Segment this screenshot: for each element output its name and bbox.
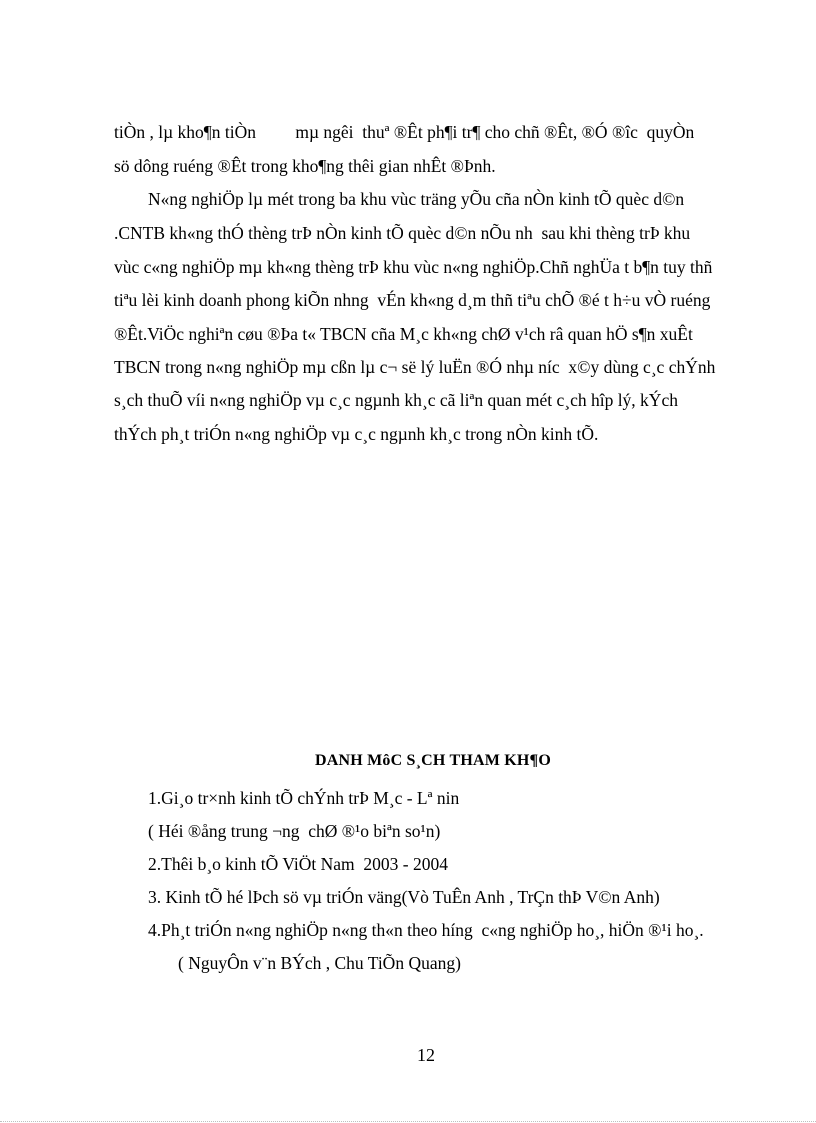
paragraph-line: N«ng nghiÖp lµ mét trong ba khu vùc träng yÕu cña nÒn kinh tÕ quèc d©n bbox=[148, 189, 685, 209]
reference-item: 3. Kinh tÕ hé lÞch sö vµ triÓn väng(Vò TuÊn Anh , TrÇn thÞ V©n Anh) bbox=[148, 887, 660, 907]
reference-item: 2.Thêi b¸o kinh tÕ ViÖt Nam 2003 - 2004 bbox=[148, 854, 448, 874]
paragraph-line: .CNTB kh«ng thÓ thèng trÞ nÒn kinh tÕ quèc d©n nÕu nh sau khi thèng trÞ khu bbox=[114, 223, 691, 243]
paragraph-line: ®Êt.ViÖc nghiªn cøu ®Þa t« TBCN cña M¸c kh«ng chØ v¹ch râ quan hÖ s¶n xuÊt bbox=[114, 324, 693, 344]
page-number: 12 bbox=[417, 1045, 435, 1065]
reference-item: ( NguyÔn v¨n BÝch , Chu TiÕn Quang) bbox=[178, 953, 461, 973]
references-title: DANH MôC S¸CH THAM KH¶O bbox=[314, 752, 552, 769]
reference-item: 1.Gi¸o tr×nh kinh tÕ chÝnh trÞ M¸c - Lª nin bbox=[148, 788, 460, 808]
paragraph-line: TBCN trong n«ng nghiÖp mµ cßn lµ c¬ së lý luËn ®Ó nhµ níc x©y dùng c¸c chÝnh bbox=[114, 357, 716, 377]
paragraph-line: thÝch ph¸t triÓn n«ng nghiÖp vµ c¸c ngµnh kh¸c trong nÒn kinh tÕ. bbox=[114, 424, 599, 444]
paragraph-line: tiªu lèi kinh doanh phong kiÕn nhng vÉn kh«ng d¸m thñ tiªu chÕ ®é t h÷u vÒ ruéng bbox=[114, 290, 711, 310]
paragraph-line: vùc c«ng nghiÖp mµ kh«ng thèng trÞ khu vùc n«ng nghiÖp.Chñ nghÜa t b¶n tuy thñ bbox=[114, 257, 713, 277]
reference-item: 4.Ph¸t triÓn n«ng nghiÖp n«ng th«n theo híng c«ng nghiÖp ho¸, hiÖn ®¹i ho¸. bbox=[148, 920, 704, 940]
paragraph-line: tiÒn , lµ kho¶n tiÒn mµ ngêi thuª ®Êt ph¶i tr¶ cho chñ ®Êt, ®Ó ®îc quyÒn bbox=[114, 122, 695, 142]
reference-item: ( Héi ®ång trung ¬ng chØ ®¹o biªn so¹n) bbox=[148, 821, 441, 841]
page-bottom-edge bbox=[0, 1121, 816, 1122]
paragraph-line: sö dông ruéng ®Êt trong kho¶ng thêi gian nhÊt ®Þnh. bbox=[114, 156, 496, 176]
paragraph-line: s¸ch thuÕ víi n«ng nghiÖp vµ c¸c ngµnh kh¸c cã liªn quan mét c¸ch hîp lý, kÝch bbox=[114, 390, 678, 410]
